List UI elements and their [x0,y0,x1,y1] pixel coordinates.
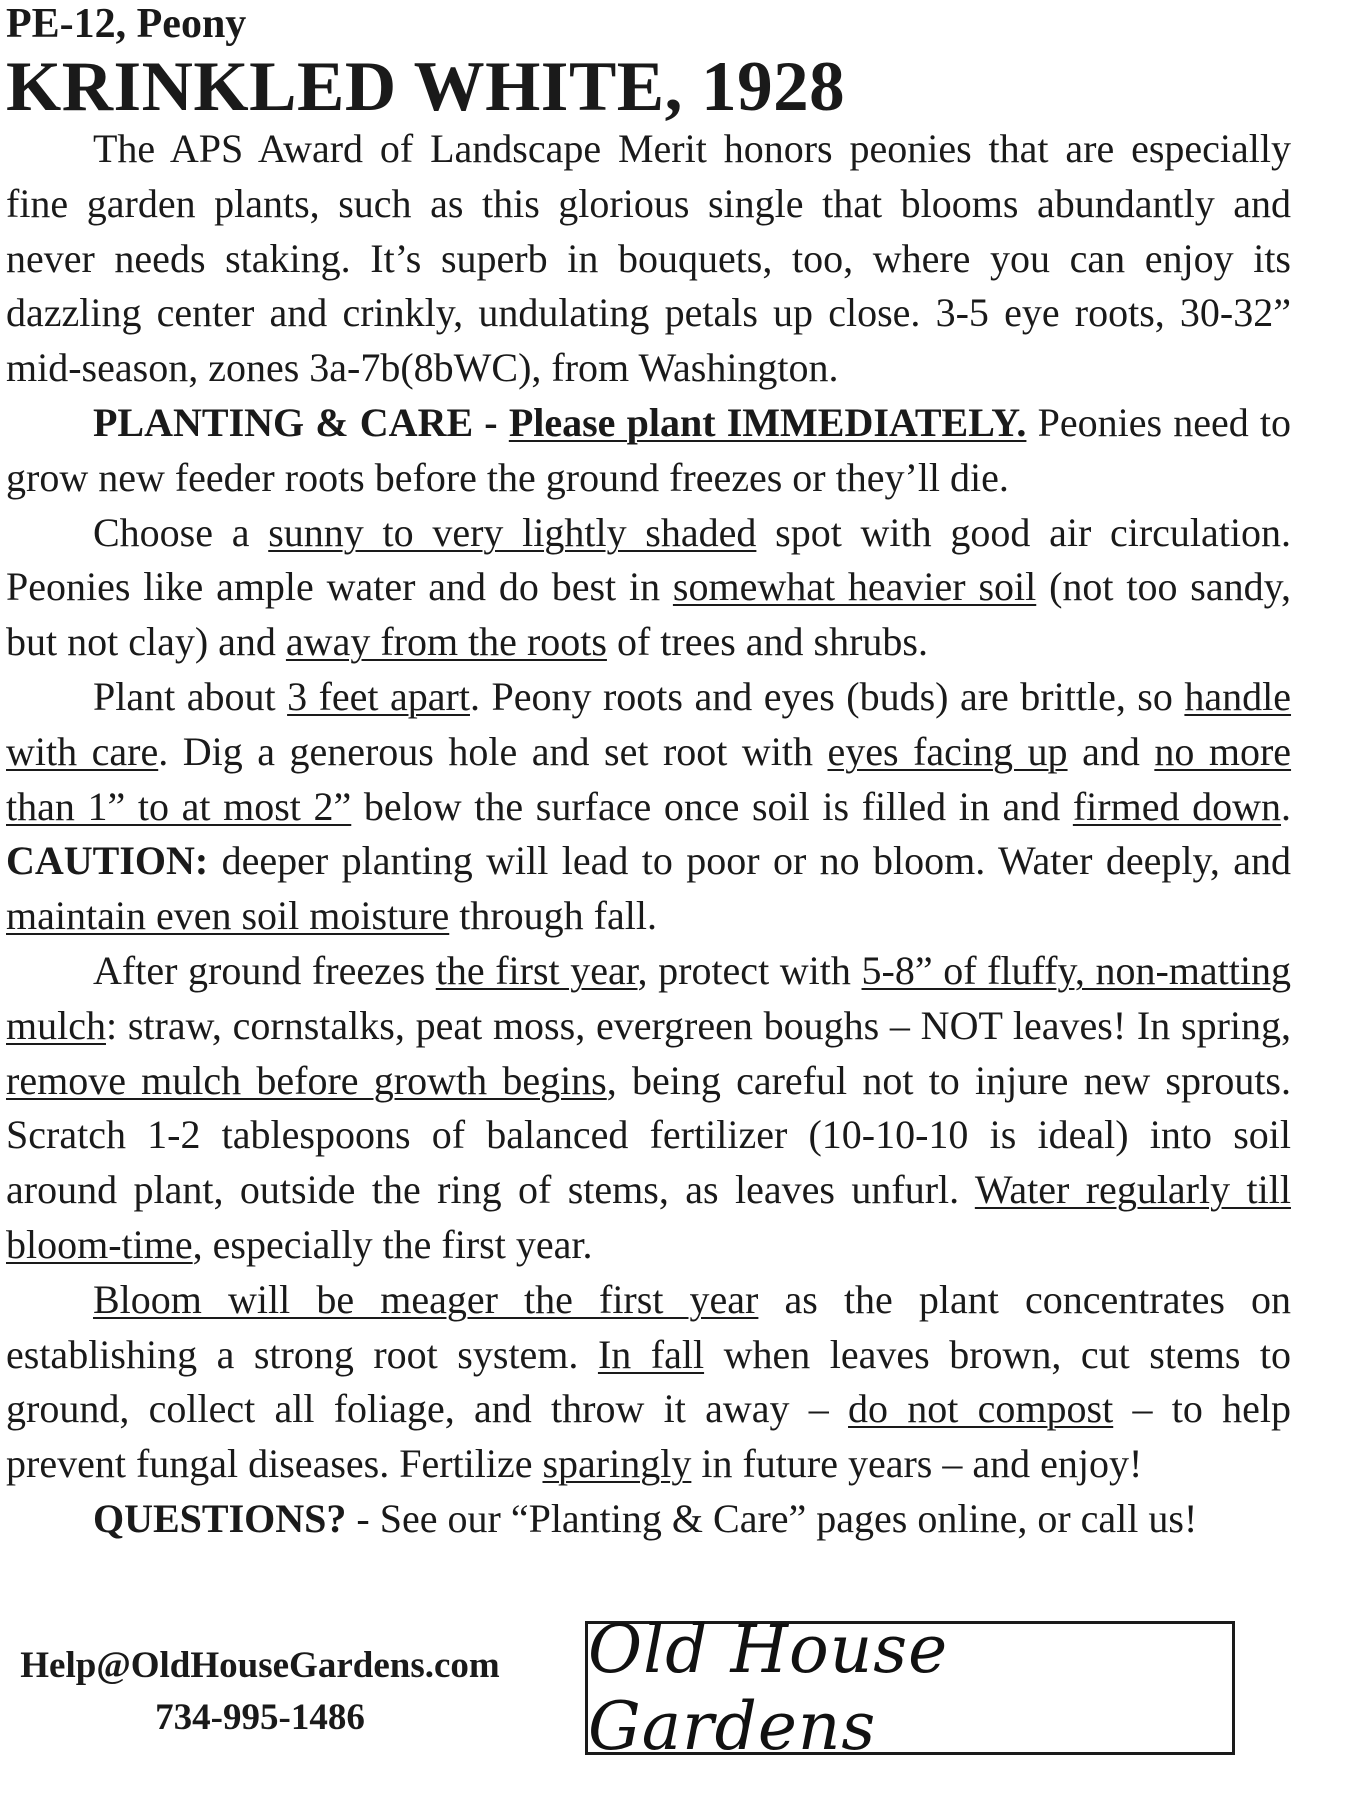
brand-logo-box [585,1611,1235,1765]
plant-emphasis-eyes: eyes facing up [827,728,1068,774]
site-emphasis-roots: away from the roots [285,619,607,665]
plant-paragraph [6,670,1291,944]
mulch-emphasis-year: the first year [435,947,638,993]
bloom-emphasis-fall: In fall [597,1331,705,1377]
planting-heading: PLANTING & CARE - [93,399,498,445]
site-text-4: of trees and shrubs. [616,619,928,665]
brand-logo: Old House Gardens [588,1611,949,1765]
intro-paragraph: The APS Award of Landscape Merit honors peonies that are especially fine garden plants, such as this glorious single that blooms abundantly and never needs staking. It’s superb in bouquets, too, where you can enjoy its dazzling center and crinkly, undulating petals up close. 3-5 eye roots, 30-32” mid-season, zones 3a-7b(8bWC), from Washington. [6,126,1291,391]
caution-label: CAUTION: [6,838,209,884]
plant-text-7: deeper planting will lead to poor or no bloom. Water deeply, and [221,838,1292,884]
contact-email[interactable]: Help@OldHouseGardens.com [20,1645,500,1686]
planting-paragraph [6,396,1291,506]
plant-emphasis-care: handle with care [6,673,1292,774]
mulch-paragraph [6,944,1291,1273]
mulch-text-1: After ground freezes [93,947,426,993]
contact-phone[interactable]: 734-995-1486 [155,1697,365,1738]
product-title: KRINKLED WHITE, 1928 [6,48,846,126]
plant-emphasis-depth: no more than 1” to at most 2” [6,728,1292,829]
plant-text-2: . Peony roots and eyes (buds) are brittle, so [469,673,1173,719]
plant-emphasis-spacing: 3 feet apart [287,673,470,719]
plant-text-4: and [1082,728,1140,774]
bloom-emphasis-meager: Bloom will be meager the first year [93,1276,759,1322]
mulch-text-2: , protect with [637,947,851,993]
bloom-text-3: – to help prevent fungal diseases. Fertilize [6,1386,1291,1487]
plant-emphasis-moisture: maintain even soil moisture [6,893,450,939]
bloom-text-2: when leaves brown, cut stems to ground, collect all foliage, and throw it away – [6,1331,1292,1432]
description-body [6,122,1291,1547]
bloom-emphasis-sparingly: sparingly [542,1441,692,1487]
site-paragraph [6,506,1291,670]
site-text-2: spot with good air circulation. Peonies like ample water and do best in [6,509,1292,610]
mulch-emphasis-remove: remove mulch before growth begins [6,1057,607,1103]
plant-text-6: . [1281,783,1291,829]
bloom-text-4: in future years – and enjoy! [701,1441,1143,1487]
planting-reason: Peonies need to grow new feeder roots before the ground freezes or they’ll die. [6,399,1291,500]
site-text-3: (not too sandy, but not clay) and [6,564,1292,665]
questions-label: QUESTIONS? [93,1495,347,1541]
plant-text-1: Plant about [93,673,276,719]
plant-text-8: through fall. [459,893,657,939]
mulch-text-5: , especially the first year. [192,1221,593,1267]
plant-text-3: . Dig a generous hole and set root with [158,728,813,774]
product-card [6,0,1291,1547]
site-text-1: Choose a [93,509,250,555]
site-emphasis-sun: sunny to very lightly shaded [268,509,757,555]
planting-urgent: Please plant IMMEDIATELY. [508,399,1027,445]
contact-block [10,1640,510,1744]
bloom-emphasis-compost: do not compost [848,1386,1114,1432]
mulch-emphasis-water: Water regularly till bloom-time [6,1167,1291,1267]
plant-text-5: below the surface once soil is filled in and [363,783,1061,829]
site-emphasis-soil: somewhat heavier soil [672,564,1037,610]
bloom-paragraph [6,1273,1291,1492]
mulch-text-3: : straw, cornstalks, peat moss, evergreen boughs – NOT leaves! In spring, [105,1002,1291,1048]
questions-paragraph [6,1492,1291,1547]
questions-text: - See our “Planting & Care” pages online, or call us! [356,1495,1198,1541]
plant-emphasis-firm: firmed down [1072,783,1281,829]
mulch-text-4: , being careful not to injure new sprouts. Scratch 1-2 tablespoons of balanced fertilizer (10-10-10 is ideal) into soil around plant, outside the ring of stems, as leaves unfurl. [6,1057,1292,1213]
mulch-emphasis-mulch: 5-8” of fluffy, non-matting mulch [6,947,1292,1048]
bloom-text-1: as the plant concentrates on establishing a strong root system. [6,1276,1292,1377]
product-code: PE-12, Peony [6,1,247,47]
